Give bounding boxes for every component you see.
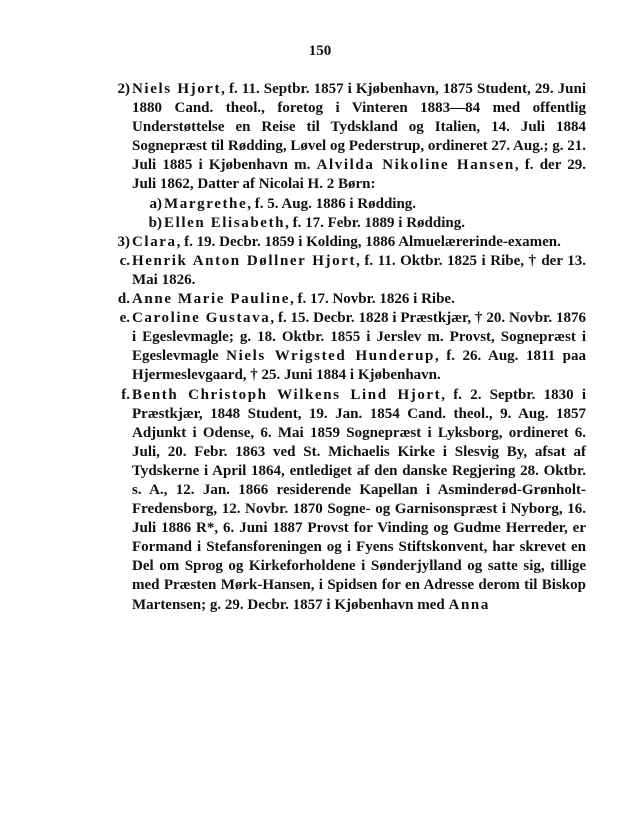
person-name: Caroline Gustava <box>132 310 271 327</box>
entry-marker: f. <box>121 386 130 403</box>
person-name: Niels Hjort <box>132 81 222 97</box>
entry-text: , f. 5. Aug. 1886 i Rødding. <box>247 195 417 212</box>
person-name: Henrik Anton Døllner Hjort <box>132 252 357 269</box>
person-name: Clara <box>132 233 177 250</box>
entry-marker: c. <box>119 252 130 269</box>
person-name: Benth Christoph Wilkens Lind Hjort <box>132 386 442 403</box>
entry-text: , f. 2. Septbr. 1830 i Præstkjær, 1848 Student, 19. Jan. 1854 Cand. theol., 9. Aug. 1857 Adjunkt i Odense, 6. Mai 1859 Sognepræst i Lyksborg, ordineret 6. Juli, 20. Febr. 1863 ved St. Michaelis Kirke i Slesvig By, afsat af Tydskerne i April 1864, entlediget af den danske Regjering 28. Oktbr. s. A., 12. Jan. 1866 residerende Kapellan i Asminderød-Grønholt-Fredensborg, 12. Novbr. 1870 Sogne- og Garnisonspræst i Nyborg, 16. Juli 1886 R*, 6. Juni 1887 Provst for Vinding og Gudme Herreder, er Formand i Stefansforeningen og i Fyens Stiftskonvent, har skrevet en Del om Sprog og Kirkeforholdene i Sønderjylland og satte sig, tillige med Præsten Mørk-Hansen, i Spidsen for en Adresse derom til Biskop Martensen; g. 29. Decbr. 1857 i Kjøbenhavn med <box>132 386 586 613</box>
entry-marker: 2) <box>117 81 130 97</box>
person-name: Ellen Elisabeth <box>164 214 286 231</box>
entry-text: , f. 15. Decbr. 1828 i Præstkjær, † 20. Novbr. 1876 i Egeslevmagle; g. 18. Oktbr. 1855 i Jerslev m. Provst, Sognepræst i Egeslevmagle <box>132 310 587 365</box>
entry-text: , f. 19. Decbr. 1859 i Kolding, 1886 Almuelærerinde-examen. <box>176 233 561 250</box>
entry-henrik-hjort <box>104 252 586 290</box>
entry-text: , f. 26. Aug. 1811 paa Hjermeslevgaard, † 25. Juni 1884 i Kjøbenhavn. <box>132 348 586 384</box>
entry-marker: 3) <box>117 233 130 250</box>
person-name: Niels Wrigsted Hunderup <box>226 348 435 365</box>
entry-text: , f. 11. Septbr. 1857 i Kjøbenhavn, 1875 Student, 29. Juni 1880 Cand. theol., foretog i Vinteren 1883—84 med offentlig Understøttelse en Reise til Tydskland og Italien, 14. Juli 1884 Sognepræst til Rødding, Løvel og Pederstrup, ordineret 27. Aug.; g. 21. Juli 1885 i Kjøbenhavn m. <box>132 81 586 174</box>
entry-text: , f. der 29. Juli 1862, Datter af Nicolai H. 2 Børn: <box>132 157 586 193</box>
person-name: Alvilda Nikoline Hansen <box>316 157 515 174</box>
entry-text: , f. 17. Febr. 1889 i Rødding. <box>285 214 465 231</box>
entry-caroline-gustava <box>104 309 586 385</box>
page-number: 150 <box>308 43 332 59</box>
person-name: Anna <box>448 596 490 613</box>
entry-benth-hjort <box>104 386 586 615</box>
entry-marker: b) <box>148 214 162 231</box>
person-name: Margrethe <box>164 195 248 212</box>
entry-marker: a) <box>149 195 162 212</box>
entry-ellen-elisabeth <box>104 214 586 233</box>
entry-marker: d. <box>117 291 130 308</box>
entry-margrethe <box>104 195 586 214</box>
person-name: Anne Marie Pauline <box>132 291 290 308</box>
entry-text: , f. 11. Oktbr. 1825 i Ribe, † der 13. Mai 1826. <box>132 252 586 288</box>
entry-text: , f. 17. Novbr. 1826 i Ribe. <box>289 291 455 308</box>
entry-marker: e. <box>119 310 130 327</box>
genealogy-entries <box>104 80 586 615</box>
entry-clara <box>104 233 586 252</box>
entry-anne-marie-pauline <box>104 290 586 309</box>
entry-niels-hjort <box>104 80 586 195</box>
